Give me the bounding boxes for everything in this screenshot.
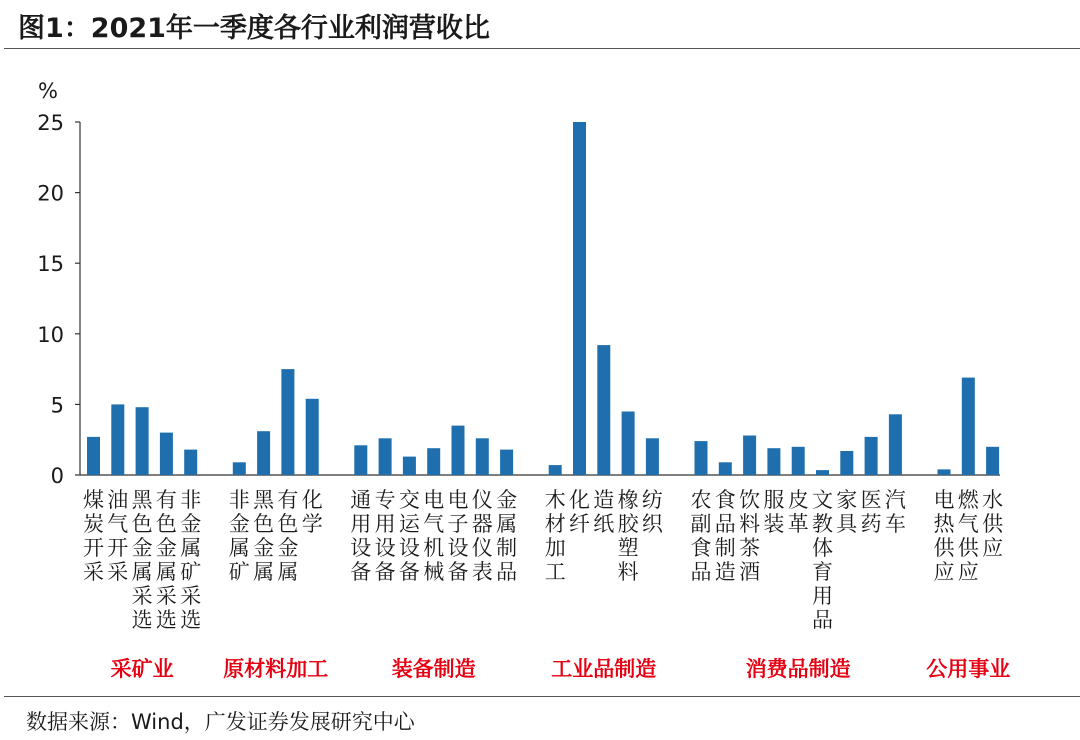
y-tick-label: 25 — [37, 111, 64, 135]
category-label: 文教体育用品 — [812, 488, 833, 632]
bar — [111, 404, 124, 475]
bar — [816, 470, 829, 475]
bar — [865, 437, 878, 475]
category-label: 木材加工 — [544, 488, 566, 584]
bar — [136, 407, 149, 475]
bar — [767, 448, 780, 475]
category-label: 油气开采 — [107, 488, 129, 584]
category-label: 皮革 — [787, 488, 809, 536]
category-label: 燃气供应 — [957, 488, 979, 584]
bar — [695, 441, 708, 475]
category-label: 汽车 — [884, 488, 906, 536]
page-title: 图1：2021年一季度各行业利润营收比 — [18, 13, 490, 44]
bar — [962, 378, 975, 475]
bar — [427, 448, 440, 475]
bar — [233, 462, 246, 475]
bar — [160, 433, 173, 475]
category-label: 电气机械 — [423, 488, 445, 584]
category-label: 纺织 — [641, 488, 663, 536]
bar — [889, 414, 902, 475]
bar — [719, 462, 732, 475]
group-label: 工业品制造 — [551, 657, 657, 681]
category-label: 农副食品 — [690, 488, 712, 584]
group-label: 采矿业 — [110, 657, 174, 681]
y-tick-label: 15 — [37, 252, 64, 277]
y-tick-label: 0 — [50, 464, 64, 488]
bar — [792, 447, 805, 475]
bottom-divider — [4, 696, 1080, 697]
bar — [500, 450, 513, 475]
bar — [986, 447, 999, 475]
category-label: 水供应 — [982, 488, 1004, 560]
bar — [184, 450, 197, 475]
category-label: 电子设备 — [447, 488, 469, 584]
category-label: 化学 — [301, 488, 323, 536]
category-label: 黑色金属采选 — [131, 488, 153, 632]
bar — [622, 412, 635, 476]
group-label: 公用事业 — [926, 657, 1011, 681]
group-label: 消费品制造 — [745, 657, 851, 681]
bar — [452, 426, 465, 475]
bar — [476, 438, 489, 475]
bar — [840, 451, 853, 475]
y-axis-unit: % — [38, 79, 58, 103]
category-label: 煤炭开采 — [83, 488, 104, 584]
category-label: 金属制品 — [496, 488, 518, 584]
bar — [306, 399, 319, 475]
bar — [87, 437, 100, 475]
category-label: 交运设备 — [398, 488, 420, 584]
category-label: 食品制造 — [714, 488, 736, 584]
bar — [403, 457, 416, 475]
bar — [938, 469, 951, 475]
bar — [597, 345, 610, 475]
bar — [379, 438, 392, 475]
category-label: 服装 — [763, 488, 785, 536]
bar — [646, 438, 659, 475]
bar — [354, 445, 367, 475]
bar — [257, 431, 270, 475]
category-label: 饮料茶酒 — [739, 488, 761, 584]
category-label: 电热供应 — [933, 488, 955, 584]
category-label: 有色金属采选 — [155, 488, 177, 632]
category-label: 有色金属 — [277, 488, 299, 584]
bar — [281, 369, 294, 475]
category-label: 医药 — [860, 488, 882, 536]
category-label: 非金属矿 — [228, 488, 250, 584]
y-tick-label: 10 — [37, 322, 64, 347]
group-label: 装备制造 — [391, 657, 476, 681]
category-label: 通用设备 — [350, 488, 372, 584]
category-label: 家具 — [836, 488, 858, 536]
bar — [549, 465, 562, 475]
y-tick-label: 5 — [50, 393, 64, 418]
category-label: 仪器仪表 — [471, 488, 493, 584]
group-label: 原材料加工 — [223, 657, 329, 681]
category-label: 造纸 — [593, 488, 615, 536]
category-label: 非金属矿采选 — [180, 488, 202, 632]
category-label: 化纤 — [569, 488, 590, 536]
category-label: 黑色金属 — [253, 488, 275, 584]
y-tick-label: 20 — [37, 181, 64, 206]
source-note: 数据来源：Wind，广发证券发展研究中心 — [26, 710, 415, 734]
category-label: 橡胶塑料 — [617, 488, 639, 584]
bar — [573, 122, 586, 475]
category-label: 专用设备 — [374, 488, 396, 584]
bar — [743, 436, 756, 476]
